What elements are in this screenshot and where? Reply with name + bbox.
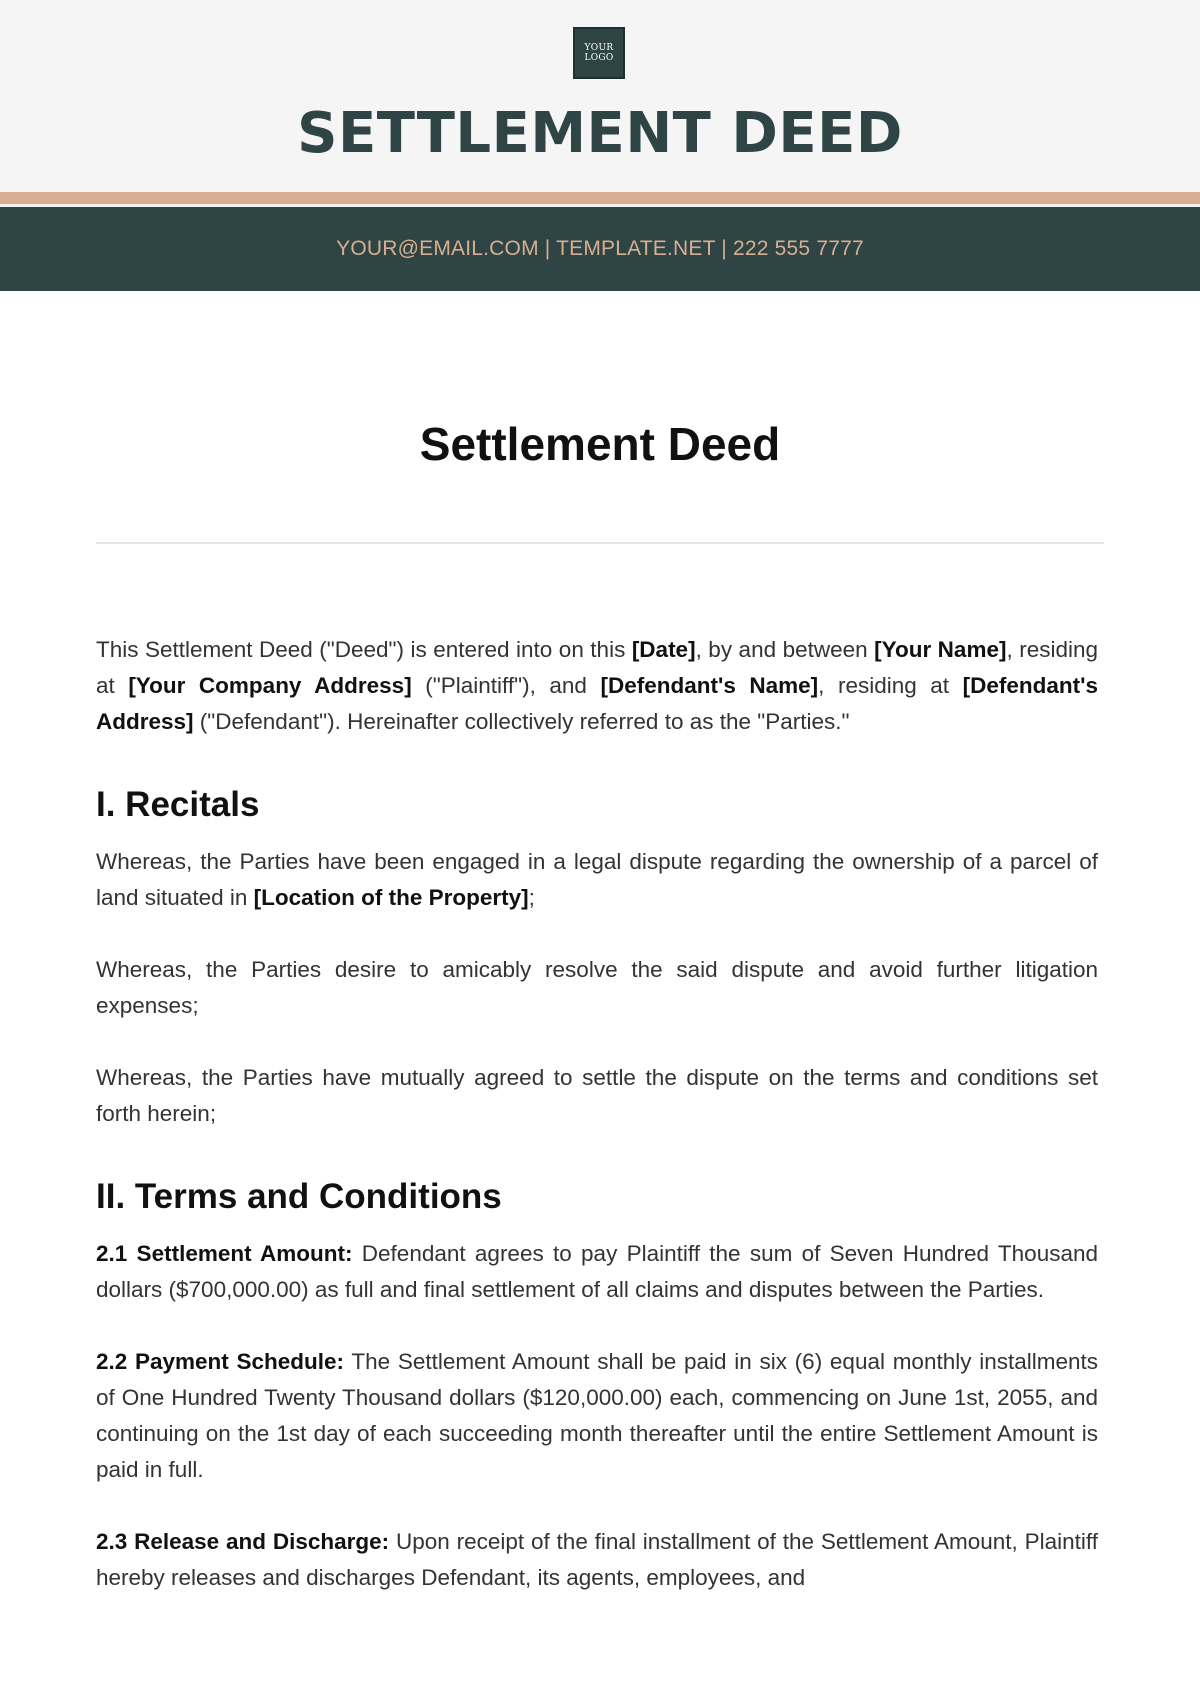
- recital-paragraph: Whereas, the Parties desire to amicably resolve the said dispute and avoid further litigation expenses;: [96, 957, 1098, 1018]
- recital-paragraph: Whereas, the Parties have mutually agreed to settle the dispute on the terms and conditions set forth herein;: [96, 1065, 1098, 1126]
- logo-line-2: LOGO: [584, 53, 614, 63]
- clause-label: 2.3 Release and Discharge:: [96, 1529, 390, 1554]
- company-address-placeholder: [Your Company Address]: [128, 673, 412, 698]
- company-logo: [573, 27, 625, 79]
- brand-title: SETTLEMENT DEED: [297, 101, 903, 166]
- clause-label: 2.1 Settlement Amount:: [96, 1241, 353, 1266]
- intro-paragraph: This Settlement Deed ("Deed") is entered into on this [Date], by and between [Your Name], residing at [Your Company Address] ("Plaintiff"), and [Defendant's Name], residing at [Defendant's Address] ("Defendant"). Hereinafter collectively referred to as the "Parties.": [96, 637, 1098, 734]
- document-title: Settlement Deed: [419, 418, 781, 470]
- contact-info: YOUR@EMAIL.COM | TEMPLATE.NET | 222 555 7777: [336, 237, 864, 260]
- defendant-address-placeholder: [Defendant's Address]: [96, 673, 1098, 734]
- term-clause: 2.2 Payment Schedule: The Settlement Amount shall be paid in six (6) equal monthly installments of One Hundred Twenty Thousand dollars ($120,000.00) each, commencing on June 1st, 2055, and continuing on the 1st day of each succeeding month thereafter until the entire Settlement Amount is paid in full.: [96, 1349, 1098, 1482]
- section-heading-terms: II. Terms and Conditions: [96, 1177, 502, 1216]
- term-clause: 2.1 Settlement Amount: Defendant agrees to pay Plaintiff the sum of Seven Hundred Thousand dollars ($700,000.00) as full and final settlement of all claims and disputes between the Parties.: [96, 1241, 1098, 1302]
- logo-line-1: YOUR: [584, 43, 614, 53]
- section-heading-recitals: I. Recitals: [96, 785, 260, 824]
- document-header: [0, 0, 1200, 192]
- your-name-placeholder: [Your Name]: [874, 637, 1007, 662]
- property-location-placeholder: [Location of the Property]: [253, 885, 529, 910]
- document-body: [96, 632, 1098, 1632]
- contact-bar: [0, 207, 1200, 291]
- clause-label: 2.2 Payment Schedule:: [96, 1349, 345, 1374]
- term-clause: 2.3 Release and Discharge: Upon receipt of the final installment of the Settlement Amount, Plaintiff hereby releases and discharges Defendant, its agents, employees, and: [96, 1529, 1099, 1590]
- title-divider: [96, 542, 1104, 544]
- accent-stripe: [0, 192, 1200, 204]
- date-placeholder: [Date]: [631, 637, 696, 662]
- defendant-name-placeholder: [Defendant's Name]: [600, 673, 819, 698]
- recital-paragraph: Whereas, the Parties have been engaged in a legal dispute regarding the ownership of a parcel of land situated in [Location of the Property];: [96, 849, 1098, 910]
